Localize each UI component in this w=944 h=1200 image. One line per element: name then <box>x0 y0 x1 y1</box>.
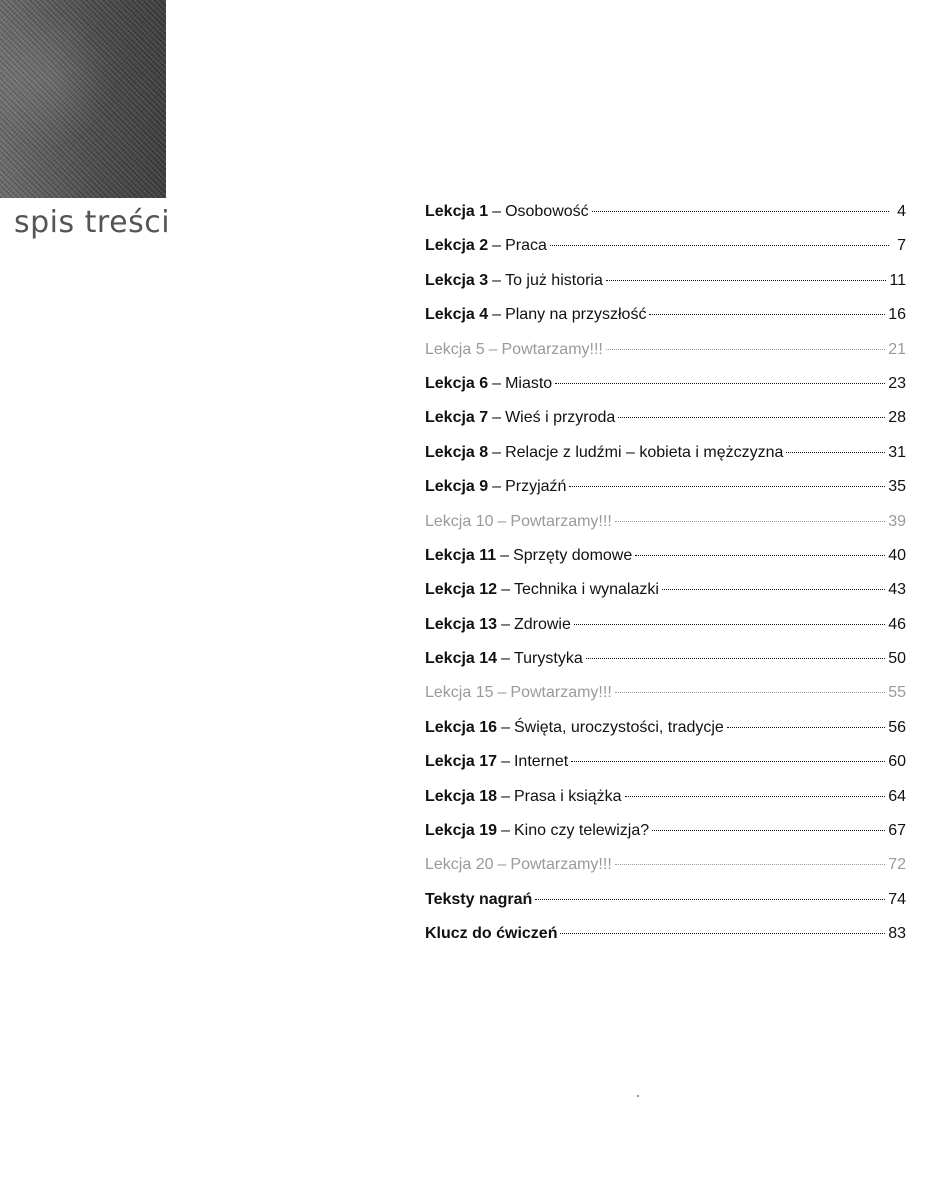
toc-entry-9[interactable] <box>425 470 906 504</box>
toc-entry-20[interactable] <box>425 848 906 882</box>
toc-dot-leader <box>560 933 885 934</box>
toc-entry-page: 55 <box>888 684 906 702</box>
toc-entry-page: 40 <box>888 546 906 564</box>
toc-entry-page: 74 <box>888 890 906 908</box>
toc-entry-topic: Przyjaźń <box>505 478 567 496</box>
toc-dot-leader <box>625 796 886 797</box>
toc-entry-topic: Praca <box>505 237 547 255</box>
toc-entry-separator: – <box>492 237 502 255</box>
toc-entry-separator: – <box>497 856 507 874</box>
toc-dot-leader <box>535 899 885 900</box>
toc-entry-page: 60 <box>888 753 906 771</box>
toc-entry-lesson: Lekcja 10 <box>425 512 494 530</box>
toc-dot-leader <box>618 417 885 418</box>
toc-entry-topic: Relacje z ludźmi – kobieta i mężczyzna <box>505 443 784 461</box>
toc-entry-page: 46 <box>888 615 906 633</box>
toc-entry-page: 56 <box>888 718 906 736</box>
toc-entry-separator: – <box>488 340 498 358</box>
toc-entry-lesson: Lekcja 7 <box>425 409 489 427</box>
toc-entry-12[interactable] <box>425 573 906 607</box>
toc-dot-leader <box>571 761 885 762</box>
toc-entry-page: 16 <box>888 306 906 324</box>
toc-entry-lesson: Lekcja 15 <box>425 684 494 702</box>
toc-entry-2[interactable] <box>425 229 906 263</box>
stray-dot-mark <box>637 1095 639 1097</box>
toc-entry-page: 64 <box>888 787 906 805</box>
toc-dot-leader <box>606 349 885 350</box>
toc-dot-leader <box>574 624 885 625</box>
toc-entry-lesson: Lekcja 4 <box>425 306 489 324</box>
toc-entry-page: 67 <box>888 822 906 840</box>
toc-dot-leader <box>649 314 885 315</box>
toc-dot-leader <box>615 521 885 522</box>
toc-entry-lesson: Lekcja 14 <box>425 650 498 668</box>
toc-dot-leader <box>727 727 885 728</box>
toc-entry-separator: – <box>492 203 502 220</box>
toc-entry-page: 39 <box>888 512 906 530</box>
toc-entry-answer-key[interactable] <box>425 917 906 951</box>
toc-entry-18[interactable] <box>425 780 906 814</box>
toc-dot-leader <box>652 830 885 831</box>
toc-entry-lesson: Lekcja 20 <box>425 856 494 874</box>
toc-entry-lesson: Lekcja 16 <box>425 718 498 736</box>
toc-entry-topic: Sprzęty domowe <box>513 546 633 564</box>
toc-entry-topic: Święta, uroczystości, tradycje <box>513 718 724 736</box>
toc-entry-separator: – <box>501 822 510 840</box>
toc-entry-page: 83 <box>888 925 906 943</box>
toc-entry-topic: Kino czy telewizja? <box>513 822 650 840</box>
toc-entry-page: 72 <box>888 856 906 874</box>
table-of-contents <box>425 195 906 952</box>
toc-dot-leader <box>555 383 885 384</box>
toc-entry-separator: – <box>492 374 502 392</box>
toc-entry-separator: – <box>501 753 510 771</box>
toc-entry-15[interactable] <box>425 676 906 710</box>
toc-entry-page: 21 <box>888 340 906 358</box>
toc-entry-separator: – <box>492 409 502 427</box>
toc-dot-leader <box>786 452 885 453</box>
toc-entry-separator: – <box>497 512 507 530</box>
toc-entry-lesson: Klucz do ćwiczeń <box>425 925 558 943</box>
toc-entry-recordings[interactable] <box>425 883 906 917</box>
toc-entry-page: 23 <box>888 374 906 392</box>
toc-entry-6[interactable] <box>425 367 906 401</box>
toc-entry-lesson: Lekcja 11 <box>425 546 497 564</box>
toc-dot-leader <box>635 555 885 556</box>
toc-entry-10[interactable] <box>425 505 906 539</box>
toc-entry-separator: – <box>492 306 502 324</box>
toc-entry-7[interactable] <box>425 401 906 435</box>
page-title: spis treści <box>14 205 171 240</box>
toc-entry-separator: – <box>501 787 510 805</box>
toc-entry-lesson: Lekcja 18 <box>425 787 498 805</box>
toc-entry-1[interactable] <box>425 195 906 229</box>
toc-entry-separator: – <box>492 443 502 461</box>
toc-entry-topic: Plany na przyszłość <box>505 306 647 324</box>
toc-entry-16[interactable] <box>425 711 906 745</box>
toc-entry-lesson: Lekcja 13 <box>425 615 498 633</box>
toc-dot-leader <box>662 589 885 590</box>
toc-entry-lesson: Lekcja 5 <box>425 340 485 358</box>
toc-entry-lesson: Lekcja 2 <box>425 237 489 255</box>
toc-dot-leader <box>550 245 889 246</box>
toc-entry-page: 7 <box>897 237 906 255</box>
toc-entry-topic: Turystyka <box>513 650 583 668</box>
toc-entry-3[interactable] <box>425 264 906 298</box>
toc-entry-topic: Miasto <box>505 374 553 392</box>
toc-entry-page: 28 <box>888 409 906 427</box>
toc-entry-separator: – <box>500 546 510 564</box>
toc-entry-lesson: Lekcja 6 <box>425 374 489 392</box>
toc-dot-leader <box>592 211 889 212</box>
toc-entry-page: 50 <box>888 650 906 668</box>
toc-entry-5[interactable] <box>425 333 906 367</box>
toc-entry-separator: – <box>492 478 502 496</box>
toc-entry-11[interactable] <box>425 539 906 573</box>
toc-entry-separator: – <box>501 615 510 633</box>
toc-entry-separator: – <box>497 684 507 702</box>
toc-entry-lesson: Lekcja 17 <box>425 753 498 771</box>
toc-entry-lesson: Lekcja 19 <box>425 822 498 840</box>
decorative-corner-block <box>0 0 166 198</box>
toc-entry-8[interactable] <box>425 436 906 470</box>
toc-entry-topic: Technika i wynalazki <box>513 581 659 599</box>
toc-entry-page: 35 <box>888 478 906 496</box>
toc-entry-topic: To już historia <box>505 271 603 289</box>
toc-entry-topic: Powtarzamy!!! <box>510 856 612 874</box>
toc-entry-4[interactable] <box>425 298 906 332</box>
toc-entry-topic: Powtarzamy!!! <box>510 512 612 530</box>
toc-entry-lesson: Lekcja 8 <box>425 443 489 461</box>
toc-entry-lesson: Lekcja 3 <box>425 271 489 289</box>
toc-entry-separator: – <box>492 271 502 289</box>
toc-entry-13[interactable] <box>425 608 906 642</box>
toc-entry-separator: – <box>501 581 510 599</box>
toc-entry-lesson: Teksty nagrań <box>425 890 533 908</box>
toc-entry-topic: Wieś i przyroda <box>505 409 616 427</box>
toc-dot-leader <box>615 864 885 865</box>
toc-dot-leader <box>586 658 885 659</box>
toc-dot-leader <box>615 692 885 693</box>
toc-entry-lesson: Lekcja 9 <box>425 478 489 496</box>
toc-entry-separator: – <box>501 718 510 736</box>
toc-dot-leader <box>569 486 885 487</box>
toc-entry-page: 4 <box>897 203 906 220</box>
toc-entry-topic: Powtarzamy!!! <box>501 340 603 358</box>
toc-entry-19[interactable] <box>425 814 906 848</box>
toc-entry-topic: Osobowość <box>505 203 589 220</box>
toc-entry-page: 11 <box>889 271 906 289</box>
toc-entry-topic: Internet <box>513 753 569 771</box>
toc-entry-page: 43 <box>888 581 906 599</box>
toc-entry-topic: Prasa i książka <box>513 787 622 805</box>
toc-entry-17[interactable] <box>425 745 906 779</box>
toc-entry-topic: Powtarzamy!!! <box>510 684 612 702</box>
toc-entry-separator: – <box>501 650 510 668</box>
toc-dot-leader <box>606 280 887 281</box>
toc-entry-14[interactable] <box>425 642 906 676</box>
toc-entry-page: 31 <box>888 443 906 461</box>
toc-entry-lesson: Lekcja 12 <box>425 581 498 599</box>
toc-entry-lesson: Lekcja 1 <box>425 203 489 220</box>
toc-entry-topic: Zdrowie <box>513 615 571 633</box>
